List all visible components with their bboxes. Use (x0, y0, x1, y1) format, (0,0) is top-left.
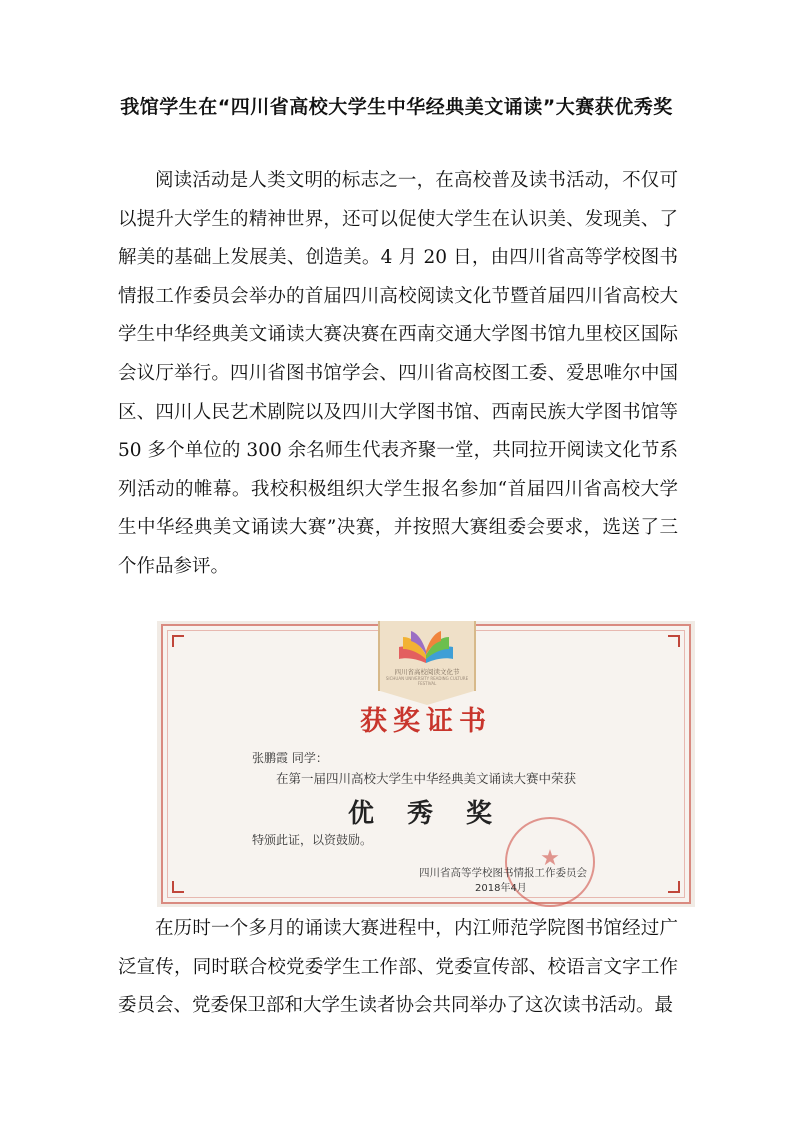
corner-ornament (668, 881, 680, 893)
corner-ornament (172, 635, 184, 647)
corner-ornament (668, 635, 680, 647)
festival-logo-sublabel: SICHUAN UNIVERSITY READING CULTURE FESTIVAL (385, 676, 469, 686)
award-certificate-image (157, 621, 695, 907)
certificate-event: 在第一届四川高校大学生中华经典美文诵读大赛中荣获 (275, 771, 576, 786)
certificate-recipient: 张鹏霞 同学： (252, 751, 328, 765)
article-title: 我馆学生在“四川省高校大学生中华经典美文诵读”大赛获优秀奖 (120, 96, 673, 118)
corner-ornament (172, 881, 184, 893)
festival-logo-label: 四川省高校阅读文化节 (394, 668, 460, 676)
book-logo-icon (397, 629, 455, 663)
certificate-heading: 获奖证书 (360, 706, 492, 737)
star-seal-icon: ★ (540, 846, 560, 871)
certificate-issuer: 四川省高等学校图书情报工作委员会 (419, 867, 587, 879)
certificate-note: 特颁此证，以资鼓励。 (252, 833, 373, 847)
certificate-award: 优 秀 奖 (347, 799, 505, 829)
certificate-date: 2018年4月 (475, 883, 527, 894)
paragraph-intro: 阅读活动是人类文明的标志之一，在高校普及读书活动，不仅可以提升大学生的精神世界，还可以促使大学生在认识美、发现美、了解美的基础上发展美、创造美。4 月 20 日，由四川省高等学校图书情报工作委员会举办的首届四川高校阅读文化节暨首届四川省高校大学生中华经典美文诵读大赛决赛在西南交通大学图书馆九里校区国际会议厅举行。四川省图书馆学会、四川省高校图工委、爱思唯尔中国区、四川人民艺术剧院以及四川大学图书馆、西南民族大学图书馆等 50 多个单位的 300 余名师生代表齐聚一堂，共同拉开阅读文化节系列活动的帷幕。我校积极组织大学生报名参加“首届四川省高校大学生中华经典美文诵读大赛”决赛，并按照大赛组委会要求，选送了三个作品参评。 (118, 170, 678, 577)
paragraph-continuation: 在历时一个多月的诵读大赛进程中，内江师范学院图书馆经过广泛宣传，同时联合校党委学生工作部、党委宣传部、校语言文字工作委员会、党委保卫部和大学生读者协会共同举办了这次读书活动。最 (118, 918, 678, 1017)
